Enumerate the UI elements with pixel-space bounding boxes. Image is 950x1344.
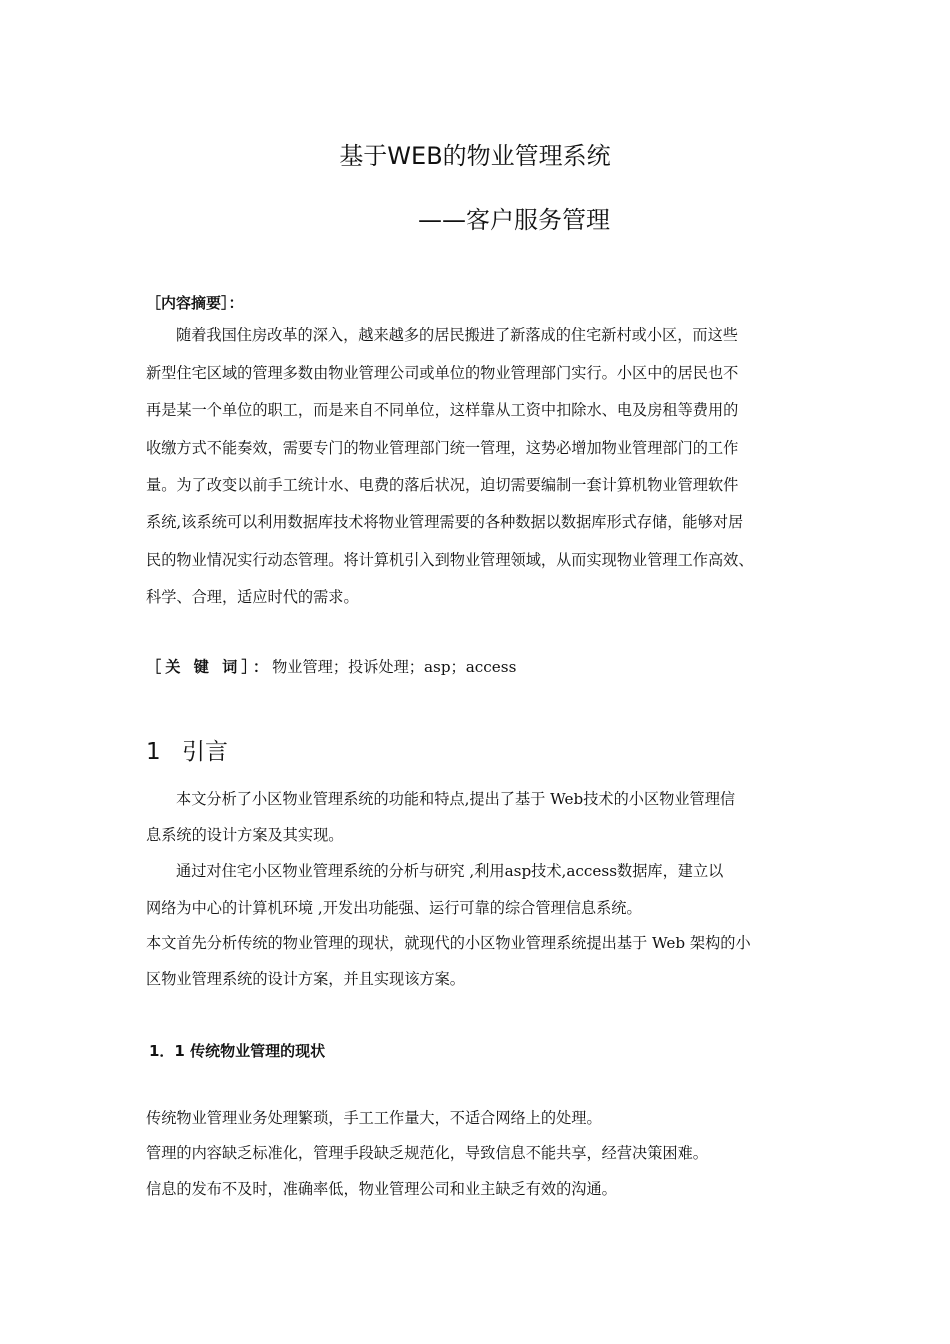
abstract-line: 民的物业情况实行动态管理。将计算机引入到物业管理领域，从而实现物业管理工作高效、 — [146, 551, 754, 569]
keywords-value: 物业管理；投诉处理；asp；access — [272, 658, 517, 676]
subsection-line: 信息的发布不及时，准确率低，物业管理公司和业主缺乏有效的沟通。 — [146, 1180, 617, 1198]
abstract-line: 科学、合理，适应时代的需求。 — [146, 588, 359, 606]
section-line: 通过对住宅小区物业管理系统的分析与研究 ,利用asp技术,access数据库，建立以 — [176, 862, 724, 880]
section-number: 1 — [146, 739, 161, 765]
abstract-line: 收缴方式不能奏效，需要专门的物业管理部门统一管理，这势必增加物业管理部门的工作 — [146, 439, 739, 457]
subsection-heading: 1．1 传统物业管理的现状 — [149, 1042, 326, 1060]
section-line: 网络为中心的计算机环境 ,开发出功能强、运行可靠的综合管理信息系统。 — [146, 899, 642, 917]
subsection-line: 管理的内容缺乏标准化，管理手段缺乏规范化，导致信息不能共享，经营决策困难。 — [146, 1144, 708, 1162]
document-subtitle: ——客户服务管理 — [418, 206, 610, 234]
abstract-line: 新型住宅区域的管理多数由物业管理公司或单位的物业管理部门实行。小区中的居民也不 — [146, 364, 739, 382]
keywords-row — [146, 656, 516, 677]
section-title: 引言 — [182, 739, 228, 765]
section-heading — [146, 733, 228, 766]
section-line: 息系统的设计方案及其实现。 — [146, 826, 344, 844]
section-line: 区物业管理系统的设计方案，并且实现该方案。 — [146, 970, 465, 988]
section-line: 本文分析了小区物业管理系统的功能和特点,提出了基于 Web技术的小区物业管理信 — [176, 790, 736, 808]
keywords-label: ［关 键 词］： — [146, 658, 273, 676]
abstract-line: 随着我国住房改革的深入，越来越多的居民搬进了新落成的住宅新村或小区，而这些 — [176, 326, 738, 344]
abstract-label: ［内容摘要］： — [146, 294, 244, 312]
subsection-line: 传统物业管理业务处理繁琐，手工工作量大，不适合网络上的处理。 — [146, 1109, 602, 1127]
abstract-line: 系统,该系统可以利用数据库技术将物业管理需要的各种数据以数据库形式存储，能够对居 — [146, 513, 744, 531]
section-line: 本文首先分析传统的物业管理的现状，就现代的小区物业管理系统提出基于 Web 架构的小 — [146, 934, 751, 952]
abstract-line: 再是某一个单位的职工，而是来自不同单位，这样靠从工资中扣除水、电及房租等费用的 — [146, 401, 739, 419]
abstract-line: 量。为了改变以前手工统计水、电费的落后状况，迫切需要编制一套计算机物业管理软件 — [146, 476, 739, 494]
document-title: 基于WEB的物业管理系统 — [339, 142, 611, 170]
